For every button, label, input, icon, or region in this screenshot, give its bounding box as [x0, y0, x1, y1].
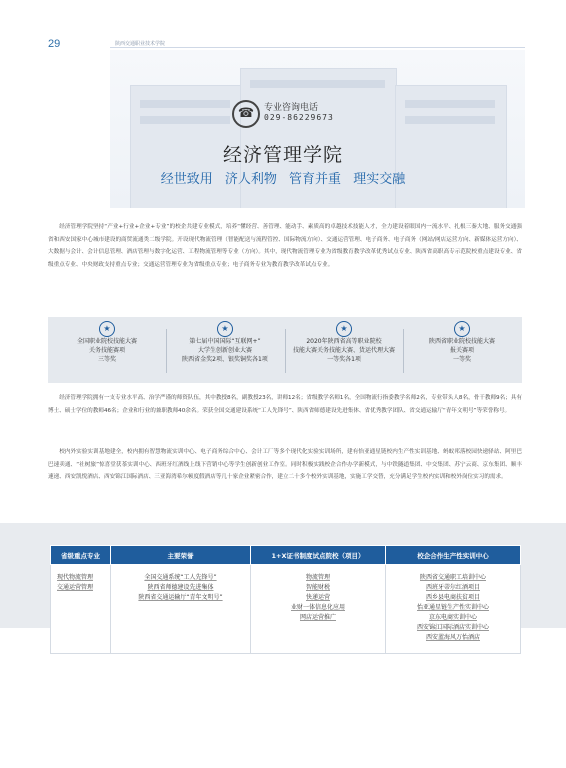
medal-icon: ★	[454, 321, 470, 337]
page-title: 经济管理学院	[222, 144, 343, 166]
table-cell	[251, 565, 386, 654]
table-cell	[111, 565, 251, 654]
list-item: 网店运营推广	[299, 614, 336, 621]
award-line: 2020年陕西省高等职业院校	[306, 338, 382, 345]
building-window	[405, 116, 495, 124]
contact-label: 专业咨询电话	[264, 103, 319, 113]
award-item	[48, 321, 166, 381]
intro-paragraph: 经济管理学院坚持“产业+行业+企业+专业”的校企共建专业模式，培养“懂经营、善管理、能动手、素质高的卓越技术技能人才，全力建设着眼国内一流水平、扎根三秦大地、服务交通强省和西安国家中心城市建设的商贸流通类二级学院。开设现代物流管理（智能配送与流程管控、国际物流方向）、交通运营管理、电子商务、电子商务（网站/网店运营方向、新媒体运营方向）、大数据与会计、会计信息管理、酒店管理与数字化运营、工程物流管理等专业（方向）。其中，现代物流管理专业为省级教育教学改革优秀试点专业、陕西省高职高专示范院校重点建设专业、省级重点专业、中央财政支持重点专业；交通运营管理专业为省级重点专业；电子商务专业为教育教学改革试点专业。	[48, 224, 522, 268]
building-window	[140, 116, 230, 124]
table-header: 1+X证书制度试点院校（项目）	[251, 546, 386, 565]
list-item: 陕西省交通职工培训中心	[419, 574, 486, 581]
list-item: 陕西省交通运输厅“青年文明号”	[138, 594, 223, 601]
awards-band	[48, 317, 522, 383]
award-line: 关务技能赛项	[88, 347, 125, 354]
training-paragraph: 校内外实验实训基地建全，校内拥有智慧物流实训中心、电子商务综合中心、会计工厂等多个现代化实验实训场所，建有怡亚通星链校内生产性实训基地、蚂蚁邦落校园快递驿站、阿里巴巴速卖通、“社树旅”惊喜堂茯茶实训中心、西班牙红酒线上线下营销中心等学生创新创业工作室。同时积极实践校企合作办学新模式，与中铁隧道集团、中交集团、苏宁云商、京东集团、顺丰速递、西安凯悦酒店、西安锦江国际酒店、三亚海湾希尔顿度假酒店等几十家企业紧密合作，建立二十多个校外实训基地，实施工学交替，充分满足学生校内实训和校外岗位实习的需求。	[48, 449, 522, 480]
award-item	[166, 321, 284, 381]
table-row	[51, 565, 521, 654]
list-item: 物流管理	[305, 574, 330, 581]
list-item: 西安锦江国际酒店实训中心	[416, 624, 489, 631]
award-line: 三等奖	[97, 356, 116, 363]
award-line: 一等奖	[452, 356, 471, 363]
award-line: 陕西省金奖2项、银奖铜奖各1项	[182, 356, 268, 363]
list-item: 西班牙蒂尔红酒项目	[425, 584, 480, 591]
list-item: 交通运营管理	[57, 584, 94, 591]
table-header: 主要荣誉	[111, 546, 251, 565]
list-item: 现代物流管理	[57, 574, 94, 581]
list-item: 业财一体信息化应用	[290, 604, 345, 611]
contact-block	[232, 100, 372, 130]
list-item: 西乡县电商扶贫项目	[425, 594, 480, 601]
building-center	[240, 68, 397, 208]
award-line: 一等奖各1项	[327, 356, 361, 363]
summary-table	[50, 545, 521, 654]
medal-icon: ★	[336, 321, 352, 337]
building-window	[405, 100, 495, 108]
table-header: 省级重点专业	[51, 546, 111, 565]
list-item: 西安蓝海风万怡酒店	[425, 634, 480, 641]
table-header: 校企合作生产性实训中心	[386, 546, 521, 565]
medal-icon: ★	[217, 321, 233, 337]
list-item: 智能财税	[305, 584, 330, 591]
award-line: 第七届中国国际“互联网+”	[189, 338, 261, 345]
table-cell	[386, 565, 521, 654]
list-item: 怡亚通星链生产性实训中心	[416, 604, 489, 611]
running-head: 陕西交通职业技术学院	[115, 41, 166, 47]
award-line: 陕西省职业院校技能大赛	[428, 338, 495, 345]
list-item: 全国交通系统“工人先锋号”	[144, 574, 217, 581]
award-line: 报关赛项	[449, 347, 474, 354]
table-cell	[51, 565, 111, 654]
contact-number: 029-86229673	[264, 113, 334, 122]
medal-icon: ★	[99, 321, 115, 337]
page-number: 29	[48, 38, 61, 50]
motto: 经世致用 济人利物 管育并重 理实交融	[160, 172, 406, 187]
building-window	[250, 80, 385, 88]
list-item: 京东电商实训中心	[428, 614, 477, 621]
award-item	[285, 321, 403, 381]
award-line: 全国职业院校技能大赛	[76, 338, 137, 345]
faculty-paragraph: 经济管理学院拥有一支专业水平高、治学严谨的师资队伍，其中教授8名，副教授23名，讲师12名；省级教学名师1名，全国物流行指委教学名师2名，专业带头人8名，骨干教师9名；具有博士、硕士学位的教师46名；企业和行业的兼职教师40余名。荣获全国交通建设系统“工人先锋号”、陕西省师德建设先进集体、省优秀教学团队、省交通运输厅“青年文明号”等荣誉称号。	[48, 395, 522, 414]
award-line: 大学生创新创业大赛	[197, 347, 252, 354]
award-item	[403, 321, 521, 381]
building-window	[140, 100, 230, 108]
list-item: 陕西省师德建设先进集体	[147, 584, 214, 591]
list-item: 快递运营	[305, 594, 330, 601]
header-rule	[110, 47, 525, 48]
phone-icon: ☎	[232, 100, 260, 128]
award-line: 技能大赛关务技能大赛、货运代理大赛	[292, 347, 395, 354]
table-header-row	[51, 546, 521, 565]
